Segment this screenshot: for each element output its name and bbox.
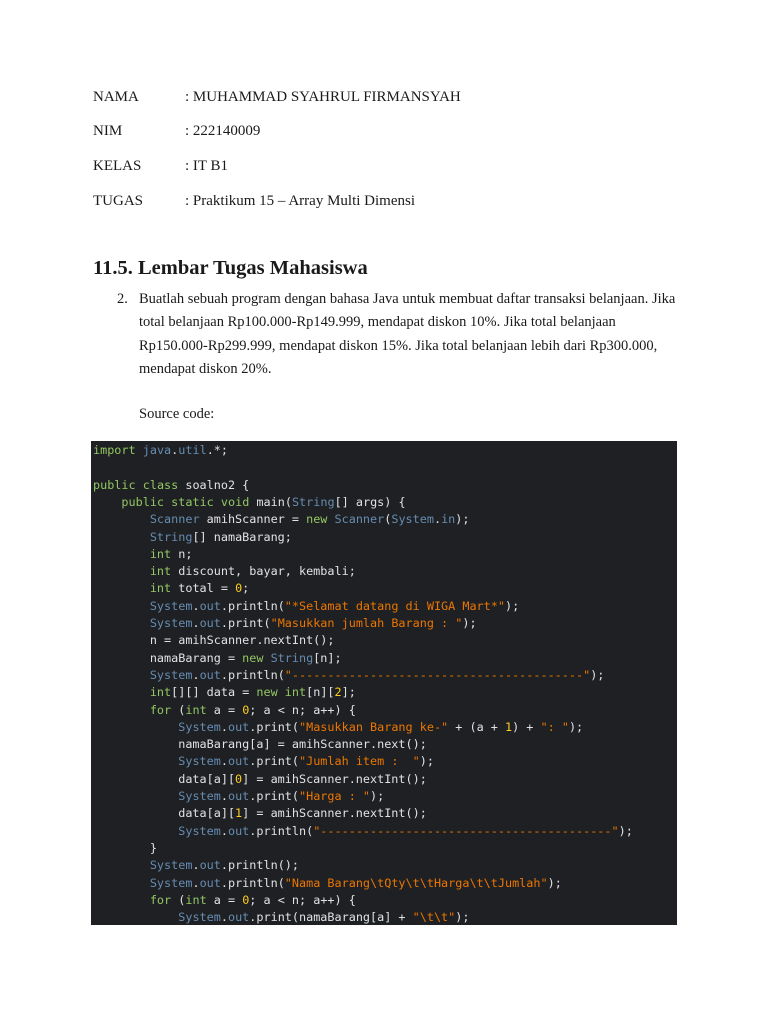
info-value: : Praktikum 15 – Array Multi Dimensi: [185, 193, 415, 209]
code-line: System.out.print(namaBarang[a] + "\t\t");: [178, 910, 470, 925]
code-line: namaBarang[a] = amihScanner.next();: [93, 737, 427, 752]
info-value: : MUHAMMAD SYAHRUL FIRMANSYAH: [185, 89, 461, 105]
code-line: System.out.println("Nama Barang\tQty\t\tHarga\t\tJumlah");: [149, 875, 562, 890]
code-line: for (int a = 0; a < n; a++) {: [149, 892, 356, 907]
code-line: import java.util.*;: [93, 443, 228, 457]
info-label: NIM: [93, 123, 123, 139]
code-line: }: [93, 840, 157, 855]
code-line: for (int a = 0; a < n; a++) {: [149, 702, 356, 717]
code-line: n = amihScanner.nextInt();: [93, 633, 335, 648]
code-line: System.out.println("-----------------------------------------");: [149, 667, 605, 682]
info-label: NAMA: [93, 89, 139, 105]
code-line: System.out.println("*Selamat datang di WIGA Mart*");: [149, 598, 520, 613]
code-line: data[a][1] = amihScanner.nextInt();: [93, 806, 427, 821]
code-block: [91, 441, 677, 925]
code-line: System.out.print("Masukkan Barang ke-" + (a + 1) + ": ");: [178, 719, 584, 734]
task-number: 2.: [117, 291, 128, 307]
info-value: : IT B1: [185, 158, 229, 174]
code-line: System.out.print("Masukkan jumlah Barang : ");: [149, 616, 477, 630]
code-line: Scanner amihScanner = new Scanner(System.in);: [149, 512, 470, 527]
code-line: System.out.print("Jumlah item : ");: [178, 754, 434, 769]
code-line: String[] namaBarang;: [149, 529, 292, 544]
code-line: int[][] data = new int[n][2];: [149, 685, 356, 700]
info-label: KELAS: [93, 158, 142, 174]
code-line: int total = 0;: [149, 581, 250, 596]
code-line: public class soalno2 {: [93, 477, 250, 492]
code-line: int discount, bayar, kembali;: [149, 564, 356, 579]
code-line: int n;: [149, 546, 193, 561]
code-line: System.out.println();: [149, 858, 300, 873]
source-code-label: Source code:: [139, 406, 215, 422]
code-line: data[a][0] = amihScanner.nextInt();: [93, 771, 427, 786]
info-value: : 222140009: [185, 123, 261, 139]
code-line: namaBarang = new String[n];: [93, 650, 342, 665]
info-label: TUGAS: [93, 193, 144, 209]
code-line: System.out.println("-----------------------------------------");: [178, 823, 633, 838]
section-title: 11.5. Lembar Tugas Mahasiswa: [93, 257, 368, 279]
code-line: public static void main(String[] args) {: [121, 494, 406, 509]
task-text: Buatlah sebuah program dengan bahasa Java untuk membuat daftar transaksi belanjaan. Jika total belanjaan Rp100.000-Rp149.999, mendapat diskon 10%. Jika total belanjaan Rp150.000-Rp299.999, mendapat diskon 15%. Jika total belanjaan lebih dari Rp300.000, mendapat diskon 20%.: [139, 291, 676, 377]
code-line: System.out.print("Harga : ");: [178, 789, 385, 803]
